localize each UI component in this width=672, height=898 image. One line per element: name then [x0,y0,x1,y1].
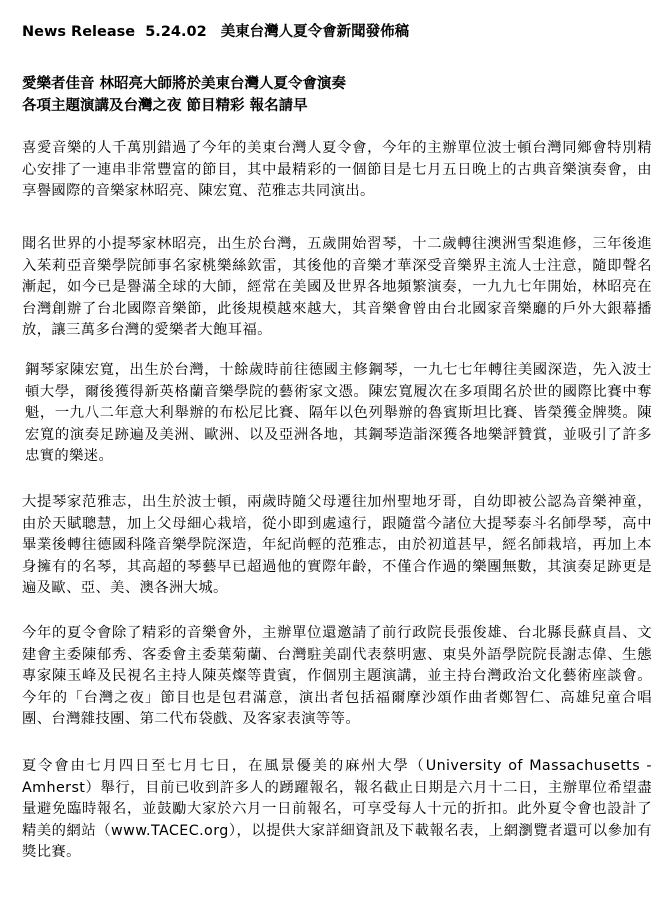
release-header [22,21,652,43]
paragraph-fan-ya-zhi: 大提琴家范雅志，出生於波士頓，兩歲時隨父母遷往加州聖地牙哥，自幼即被公認為音樂神童，由於天賦聰慧，加上父母細心栽培，從小即到處遠行，跟隨當今諸位大提琴泰斗名師學琴，高中畢業後轉往德國科隆音樂學院深造，年紀尚輕的范雅志，由於初道甚早，經名師栽培，再加上本身擁有的名琴，其高超的琴藝早已超過他的實際年齡，不僅合作過的樂團無數，其演奏足跡更是遍及歐、亞、美、澳各洲大城。 [22,494,652,596]
paragraph-chen-hong-kuan: 鋼琴家陳宏寬，出生於台灣，十餘歲時前往德國主修鋼琴，一九七七年轉往美國深造，先入波士頓大學，爾後獲得新英格蘭音樂學院的藝術家文憑。陳宏寬履次在多項聞名於世的國際比賽中奪魁，一九八二年意大利舉辦的布松尼比賽、隔年以色列舉辦的魯賓斯坦比賽、皆榮獲金牌獎。陳宏寬的演奏足跡遍及美洲、歐洲、以及亞洲各地，其鋼琴造詣深獲各地樂評贊賞，並吸引了許多忠實的樂迷。 [25,362,652,464]
release-label-text: News Release [22,24,136,40]
paragraph-registration: 夏令會由七月四日至七月七日，在風景優美的麻州大學（University of Massachusetts - Amherst）舉行，目前已收到許多人的踴躍報名，報名截止日期是六月十二日，主辦單位希望盡量避免臨時報名，並鼓勵大家於六月一日前報名，可享受每人十元的折扣。此外夏令會也設計了精美的網站（www.TACEC.org），以提供大家詳細資訊及下載報名表，上網瀏覽者還可以參加有獎比賽。 [22,758,652,860]
headline-line-1: 愛樂者佳音 林昭亮大師將於美東台灣人夏令會演奏 [22,76,347,92]
paragraph-lin-cho-liang: 聞名世界的小提琴家林昭亮，出生於台灣，五歲開始習琴，十二歲轉往澳洲雪梨進修，三年後進入茱莉亞音樂學院師事名家桃樂絲欽雷，其後他的音樂才華深受音樂界主流人士注意，隨即聲名漸起，如今已是譽滿全球的大師，經常在美國及世界各地頻繁演奏，一九九七年開始，林昭亮在台灣創辦了台北國際音樂節，此後規模越來越大，其音樂會曾由台北國家音樂廳的戶外大銀幕播放，讓三萬多台灣的愛樂者大飽耳福。 [22,236,652,338]
release-title: 美東台灣人夏令會新聞發佈稿 [220,24,410,40]
paragraph-speakers-taiwan-night: 今年的夏令會除了精彩的音樂會外，主辦單位還邀請了前行政院長張俊雄、台北縣長蘇貞昌、文建會主委陳郁秀、客委會主委葉菊蘭、台灣駐美副代表蔡明憲、東吳外語學院院長謝志偉、生態專家陳玉峰及民視名主持人陳英燦等貴賓，作個別主題演講，並主持台灣政治文化藝術座談會。今年的「台灣之夜」節目也是包君滿意，演出者包括福爾摩沙頌作曲者鄭智仁、高雄兒童合唱團、台灣雜技團、第二代布袋戲、及客家表演等等。 [22,625,652,727]
release-date: 5.24.02 [145,24,207,40]
release-label [22,21,207,43]
headline-line-2: 各項主題演講及台灣之夜 節目精彩 報名請早 [22,98,308,114]
headline [22,73,652,117]
paragraph-intro: 喜愛音樂的人千萬別錯過了今年的美東台灣人夏令會，今年的主辦單位波士頓台灣同鄉會特別精心安排了一連串非常豐富的節目，其中最精彩的一個節目是七月五日晚上的古典音樂演奏會，由享譽國際的音樂家林昭亮、陳宏寬、范雅志共同演出。 [22,140,652,199]
